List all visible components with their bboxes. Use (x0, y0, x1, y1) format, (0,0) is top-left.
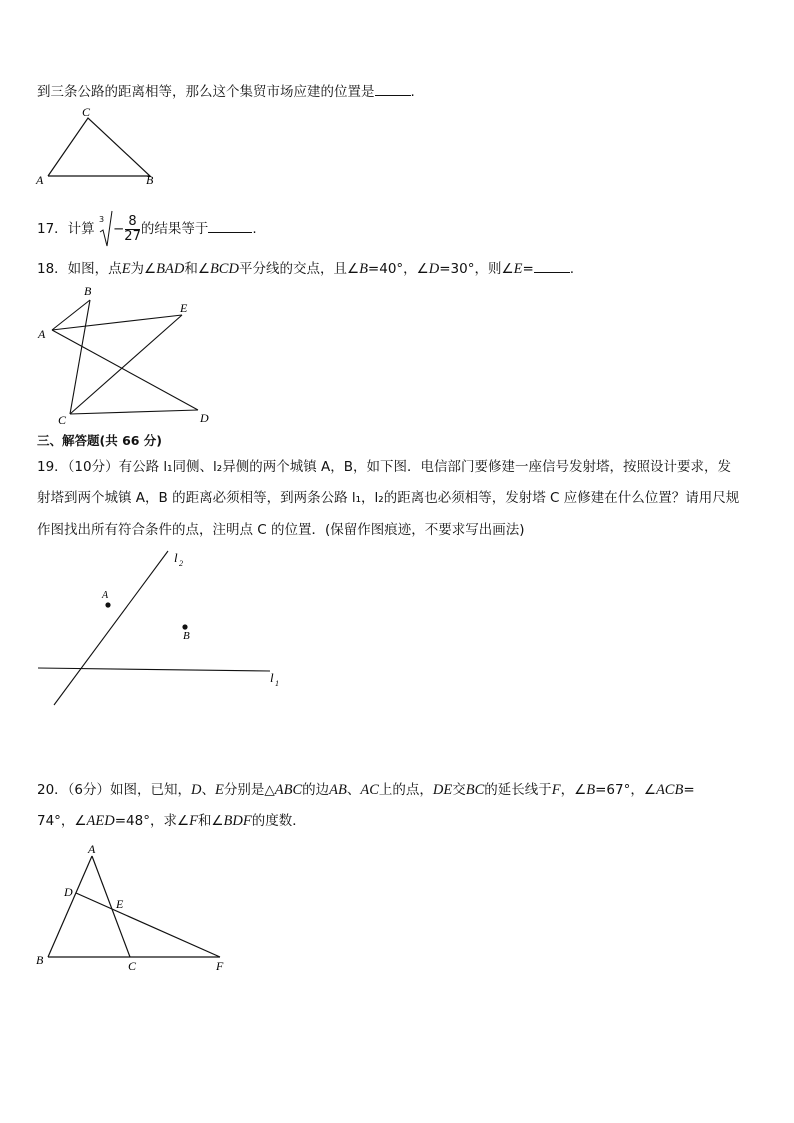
cube-root: 3 − $\frac{8}{27}$ (99, 210, 141, 248)
q20-figure (30, 840, 240, 978)
q20-line2: 74°，∠AED=48°，求∠F和∠BDF的度数． (37, 813, 306, 829)
q16-triangle-figure (30, 104, 170, 188)
line-l2 (54, 551, 168, 705)
segment-ab (48, 856, 92, 957)
q18-label-d: D (200, 411, 209, 425)
q20-label-c: C (128, 959, 137, 973)
segment-cd (70, 410, 198, 414)
q18-text: 18．如图，点E为∠BAD和∠BCD平分线的交点，且∠B=40°，∠D=30°，则∠E= . (37, 261, 575, 277)
q18-figure (30, 282, 220, 428)
town-b-point (182, 624, 187, 629)
q19-line2: 射塔到两个城镇 A，B 的距离必须相等，到两条公路 l₁，l₂的距离也必须相等，发射塔 C 应修建在什么位置？请用尺规 (37, 490, 740, 506)
q16-text: 到三条公路的距离相等，那么这个集贸市场应建的位置是 . (37, 84, 415, 100)
town-a-point (105, 602, 110, 607)
q17-answer-blank[interactable] (208, 219, 252, 233)
q20-label-d: D (64, 885, 73, 899)
q18-answer-blank[interactable] (534, 259, 570, 273)
q16-stem: 到三条公路的距离相等，那么这个集贸市场应建的位置是 (37, 84, 375, 100)
segment-ae (52, 315, 182, 330)
q19-figure (30, 545, 300, 710)
q19-label-l1-sub: 1 (275, 679, 279, 688)
segment-ab (52, 300, 90, 330)
q18-label-e: E (180, 301, 188, 315)
segment-ac (92, 856, 130, 957)
q19-label-l2-sub: 2 (179, 559, 183, 568)
q16-label-a: A (36, 173, 44, 187)
q19-label-l1: l (270, 670, 274, 685)
q19-label-b: B (183, 630, 190, 642)
q18-label-a: A (38, 327, 46, 341)
q16-answer-blank[interactable] (375, 82, 411, 96)
q19-line3: 作图找出所有符合条件的点，注明点 C 的位置．(保留作图痕迹，不要求写出画法) (37, 522, 525, 538)
q20-label-f: F (216, 959, 224, 973)
segment-ad (52, 330, 198, 410)
segment-df (76, 893, 220, 957)
segment-bc (70, 300, 90, 414)
q17-text: 17．计算 3 − $\frac{8}{27}$ 的结果等于 . (37, 210, 257, 248)
root-index: 3 (98, 215, 105, 224)
q19-label-a: A (102, 590, 109, 601)
q20-line1: 20．（6分）如图，已知，D、E分别是△ABC的边AB、AC上的点，DE交BC的延长线于F，∠B=67°，∠ACB= (37, 782, 695, 798)
q18-label-b: B (84, 284, 92, 298)
q20-label-b: B (36, 953, 44, 967)
q20-label-a: A (88, 842, 96, 856)
q16-triangle (48, 118, 150, 176)
fraction: $\frac{8}{27}$ (124, 213, 141, 244)
line-l1 (38, 668, 270, 671)
q16-label-b: B (146, 173, 154, 187)
q18-label-c: C (58, 413, 67, 427)
q19-line1: 19．（10分）有公路 l₁同侧、l₂异侧的两个城镇 A，B，如下图．电信部门要修建一座信号发射塔，按照设计要求，发 (37, 459, 732, 475)
q19-label-l2: l (174, 550, 178, 565)
q20-label-e: E (116, 897, 124, 911)
q16-label-c: C (82, 105, 91, 119)
segment-ce (70, 315, 182, 414)
section-heading: 三、解答题(共 66 分) (37, 433, 163, 448)
